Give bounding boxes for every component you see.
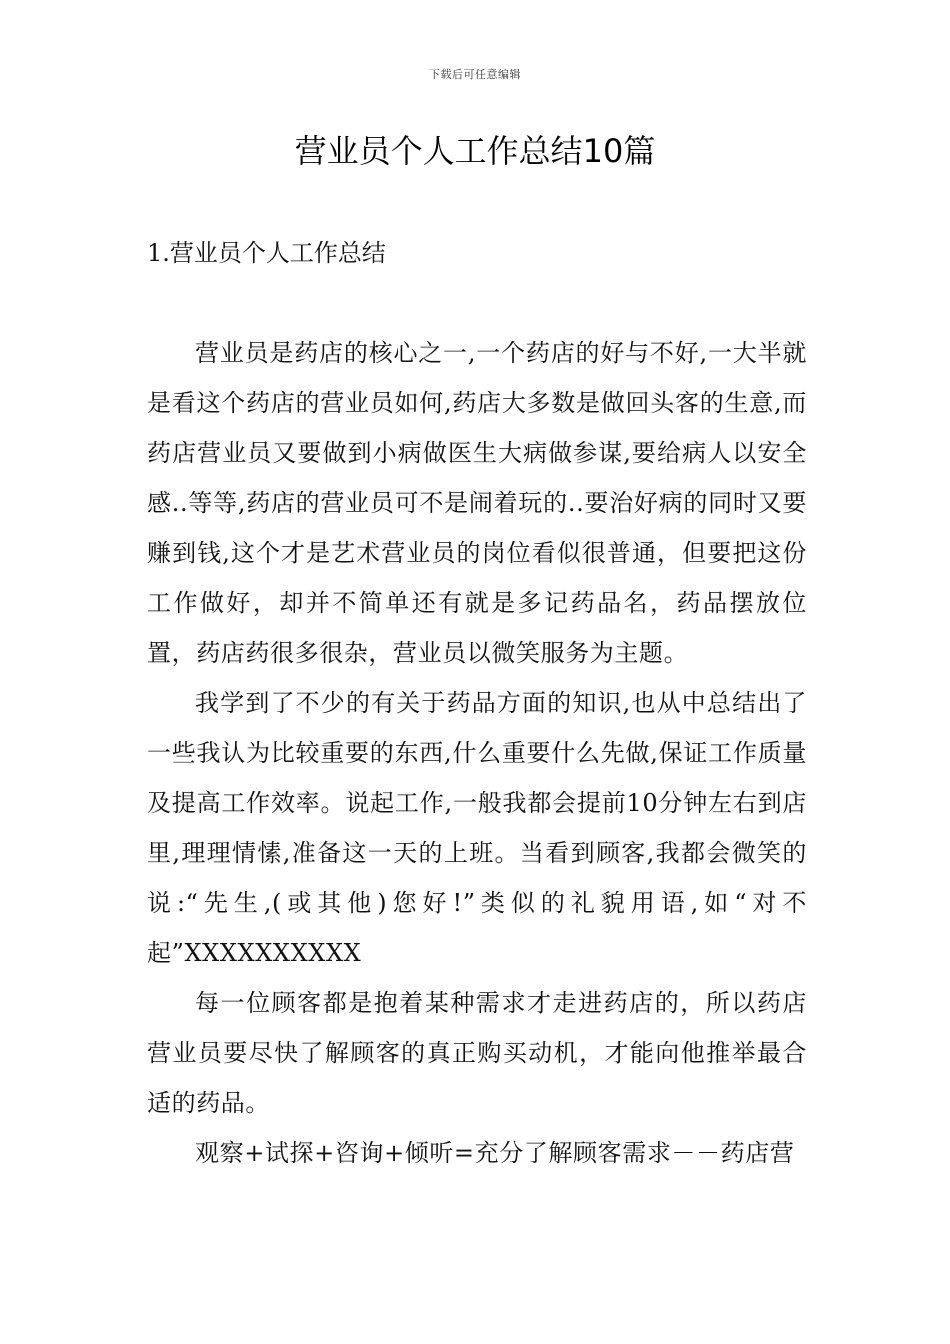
- body-text: [147, 328, 807, 1178]
- paragraph: 每一位顾客都是抱着某种需求才走进药店的，所以药店营业员要尽快了解顾客的真正购买动机，才能向他推举最合适的药品。: [147, 989, 807, 1117]
- paragraph: 营业员是药店的核心之一,一个药店的好与不好,一大半就是看这个药店的营业员如何,药店大多数是做回头客的生意,而药店营业员又要做到小病做医生大病做参谋,要给病人以安全感..等等,药店的营业员可不是闹着玩的..要治好病的同时又要赚到钱,这个才是艺术营业员的岗位看似很普通，但要把这份工作做好，却并不简单还有就是多记药品名，药品摆放位置，药店药很多很杂，营业员以微笑服务为主题。: [147, 339, 807, 667]
- page-title: 营业员个人工作总结10篇: [294, 132, 656, 170]
- paragraph: 观察+试探+咨询+倾听=充分了解顾客需求－－药店营: [195, 1139, 795, 1167]
- paragraph: 我学到了不少的有关于药品方面的知识,也从中总结出了一些我认为比较重要的东西,什么重要什么先做,保证工作质量及提高工作效率。说起工作,一般我都会提前10分钟左右到店里,理理情愫,准备这一天的上班。当看到顾客,我都会微笑的说:“先生,(或其他)您好!”类似的礼貌用语,如“对不起”XXXXXXXXXX: [147, 689, 807, 967]
- section-heading: 1.营业员个人工作总结: [147, 239, 386, 267]
- header-note: 下载后可任意编辑: [429, 68, 521, 81]
